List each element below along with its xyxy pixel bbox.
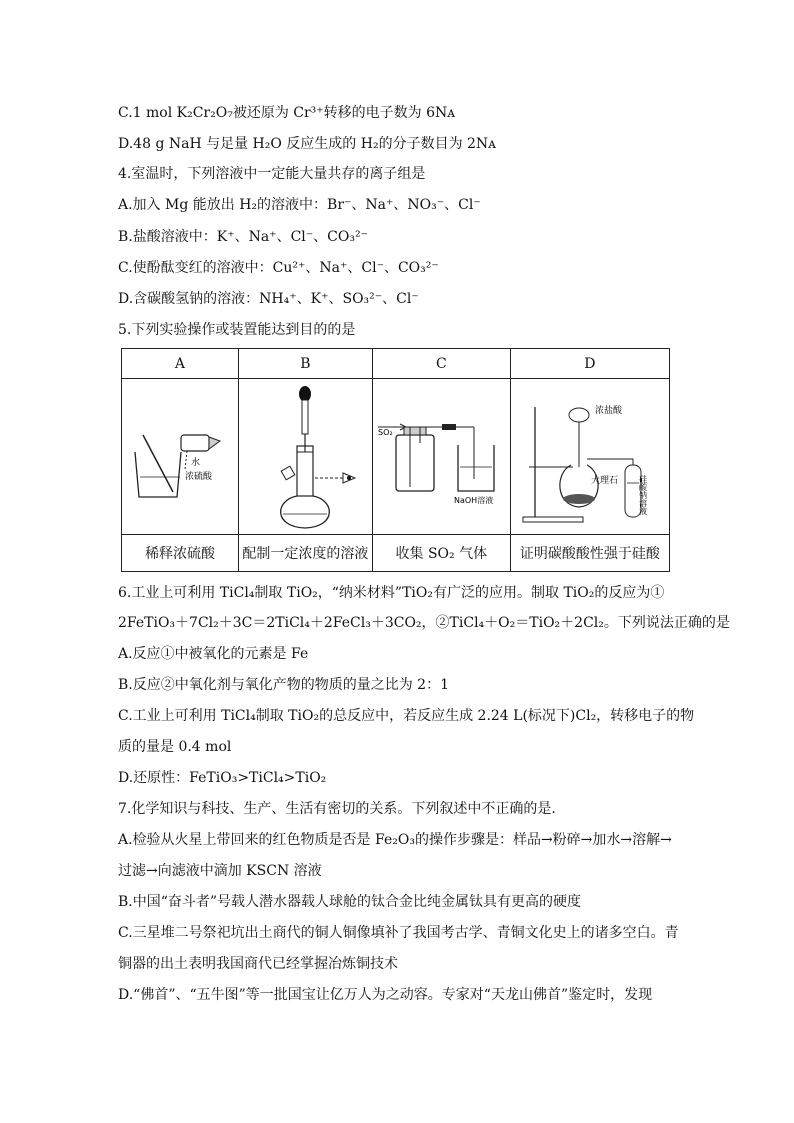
q7-option-c-line1: C.三星堆二号祭祀坑出土商代的铜人铜像填补了我国考古学、青铜文化史上的诸多空白。青 <box>118 925 679 941</box>
q4-option-b: B.盐酸溶液中：K⁺、Na⁺、Cl⁻、CO₃²⁻ <box>118 229 368 245</box>
caption-d: 证明碳酸酸性强于硅酸 <box>510 535 669 572</box>
q6-option-c-line1: C.工业上可利用 TiCl₄制取 TiO₂的总反应中，若反应生成 2.24 L(标况下)Cl₂，转移电子的物 <box>118 708 695 724</box>
q7-option-c-line2: 铜器的出土表明我国商代已经掌握冶炼铜技术 <box>118 956 398 972</box>
q3-option-d: D.48 g NaH 与足量 H₂O 反应生成的 H₂的分子数目为 2Nᴀ <box>118 136 497 152</box>
q4-option-a: A.加入 Mg 能放出 H₂的溶液中：Br⁻、Na⁺、NO₃⁻、Cl⁻ <box>118 197 481 213</box>
q4-option-c: C.使酚酞变红的溶液中：Cu²⁺、Na⁺、Cl⁻、CO₃²⁻ <box>118 260 439 276</box>
q6-stem-line2: 2FeTiO₃＋7Cl₂＋3C＝2TiCl₄＋2FeCl₃＋3CO₂，②TiCl₄＋O₂＝TiO₂＋2Cl₂。下列说法正确的是 <box>118 615 730 631</box>
q7-option-a-line2: 过滤→向滤液中滴加 KSCN 溶液 <box>118 863 322 879</box>
label-water: 水 <box>190 457 200 468</box>
q6-option-c-line2: 质的量是 0.4 mol <box>118 739 232 755</box>
apparatus-a-cell <box>122 379 239 535</box>
label-so2: SO₂ <box>378 427 393 437</box>
table-header-b: B <box>238 349 372 379</box>
q7-option-a-line1: A.检验从火星上带回来的红色物质是否是 Fe₂O₃的操作步骤是：样品→粉碎→加水→溶解→ <box>118 832 672 848</box>
apparatus-b-diagram <box>245 382 365 532</box>
table-header-c: C <box>372 349 510 379</box>
q4-option-d: D.含碳酸氢钠的溶液：NH₄⁺、K⁺、SO₃²⁻、Cl⁻ <box>118 291 419 307</box>
apparatus-d-cell <box>510 379 669 535</box>
table-header-a: A <box>122 349 239 379</box>
label-conc-hcl: 浓盐酸 <box>594 405 622 416</box>
q7-option-d: D.“佛首”、“五牛图”等一批国宝让亿万人为之动容。专家对“天龙山佛首”鉴定时，发现 <box>118 987 653 1003</box>
q6-stem-line1: 6.工业上可利用 TiCl₄制取 TiO₂，“纳米材料”TiO₂有广泛的应用。制取 TiO₂的反应为① <box>118 585 665 601</box>
label-naoh: NaOH溶液 <box>454 495 494 505</box>
experiment-table <box>121 348 670 572</box>
apparatus-c-cell <box>372 379 510 535</box>
caption-c: 收集 SO₂ 气体 <box>372 535 510 572</box>
caption-a: 稀释浓硫酸 <box>122 535 239 572</box>
q6-option-b: B.反应②中氧化剂与氧化产物的物质的量之比为 2：1 <box>118 677 450 693</box>
label-marble: 大理石 <box>590 475 618 486</box>
q6-option-d: D.还原性：FeTiO₃>TiCl₄>TiO₂ <box>118 770 327 786</box>
apparatus-c-diagram <box>376 407 506 507</box>
apparatus-d-diagram <box>515 387 665 527</box>
label-sodium-silicate: 硅酸钠溶液 <box>638 474 648 515</box>
table-header-d: D <box>510 349 669 379</box>
caption-b: 配制一定浓度的溶液 <box>238 535 372 572</box>
q5-stem: 5.下列实验操作或装置能达到目的的是 <box>118 322 356 338</box>
q6-option-a: A.反应①中被氧化的元素是 Fe <box>118 646 309 662</box>
label-conc-sulfuric: 浓硫酸 <box>184 471 212 482</box>
q7-option-b: B.中国“奋斗者”号载人潜水器载人球舱的钛合金比纯金属钛具有更高的硬度 <box>118 894 582 910</box>
apparatus-a-diagram <box>125 407 235 507</box>
q3-option-c: C.1 mol K₂Cr₂O₇被还原为 Cr³⁺转移的电子数为 6Nᴀ <box>118 105 456 121</box>
q4-stem: 4.室温时，下列溶液中一定能大量共存的离子组是 <box>118 166 426 182</box>
apparatus-b-cell <box>238 379 372 535</box>
q7-stem: 7.化学知识与科技、生产、生活有密切的关系。下列叙述中不正确的是. <box>118 801 556 817</box>
